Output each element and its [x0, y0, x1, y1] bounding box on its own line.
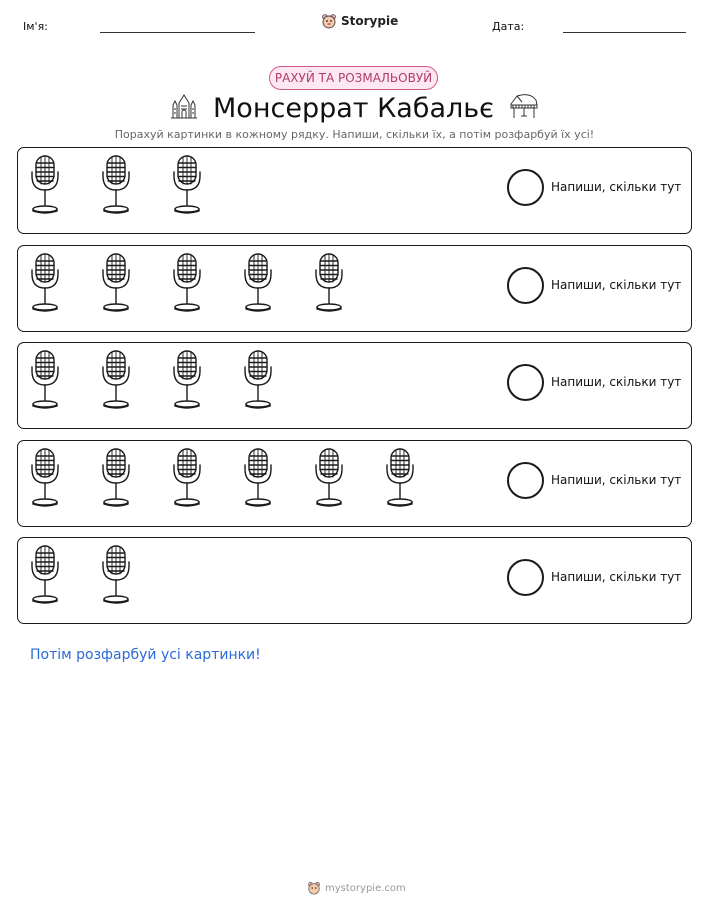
- storypie-logo-icon: [307, 881, 321, 895]
- microphone-icon: [172, 154, 202, 220]
- site-url: mystorypie.com: [325, 882, 406, 894]
- answer-circle[interactable]: [507, 169, 544, 206]
- microphone-icon: [243, 252, 273, 318]
- storypie-brand: [321, 13, 398, 29]
- microphone-icon: [243, 447, 273, 513]
- microphone-icon: [314, 447, 344, 513]
- coloring-note: Потім розфарбуй усі картинки!: [30, 647, 261, 663]
- instructions: Порахуй картинки в кожному рядку. Напиши, скільки їх, а потім розфарбуй їх усі!: [114, 128, 595, 141]
- page-title-text: Монсеррат Кабальє: [213, 93, 494, 124]
- microphone-icon: [101, 154, 131, 220]
- microphone-icon: [172, 447, 202, 513]
- storypie-logo-icon: [321, 13, 337, 29]
- cathedral-icon: [169, 93, 199, 126]
- name-label: Ім'я:: [23, 20, 48, 33]
- microphone-icon: [314, 252, 344, 318]
- answer-circle[interactable]: [507, 559, 544, 596]
- date-label: Дата:: [492, 20, 525, 33]
- microphone-icon: [385, 447, 415, 513]
- answer-circle[interactable]: [507, 364, 544, 401]
- microphone-icon: [30, 447, 60, 513]
- answer-prompt: Напиши, скільки тут: [551, 375, 682, 389]
- page-title: [0, 92, 709, 127]
- microphone-icon: [101, 447, 131, 513]
- answer-prompt: Напиши, скільки тут: [551, 180, 682, 194]
- microphone-icon: [172, 252, 202, 318]
- count-row: [17, 440, 692, 527]
- microphone-icon: [101, 544, 131, 610]
- count-row: [17, 537, 692, 624]
- count-row: [17, 245, 692, 332]
- answer-prompt: Напиши, скільки тут: [551, 473, 682, 487]
- count-row: [17, 342, 692, 429]
- microphone-icon: [30, 544, 60, 610]
- microphone-icon: [172, 349, 202, 415]
- activity-badge: РАХУЙ ТА РОЗМАЛЬОВУЙ: [269, 66, 438, 90]
- microphone-icon: [243, 349, 273, 415]
- answer-circle[interactable]: [507, 462, 544, 499]
- grand-piano-icon: [508, 92, 540, 127]
- microphone-icon: [30, 349, 60, 415]
- microphone-icon: [30, 252, 60, 318]
- answer-prompt: Напиши, скільки тут: [551, 278, 682, 292]
- microphone-icon: [101, 252, 131, 318]
- microphone-icon: [101, 349, 131, 415]
- answer-prompt: Напиши, скільки тут: [551, 570, 682, 584]
- microphone-icon: [30, 154, 60, 220]
- brand-name: Storypie: [341, 14, 399, 28]
- answer-circle[interactable]: [507, 267, 544, 304]
- count-row: [17, 147, 692, 234]
- site-footer: [307, 881, 406, 895]
- name-line[interactable]: [100, 32, 255, 33]
- date-line[interactable]: [563, 32, 686, 33]
